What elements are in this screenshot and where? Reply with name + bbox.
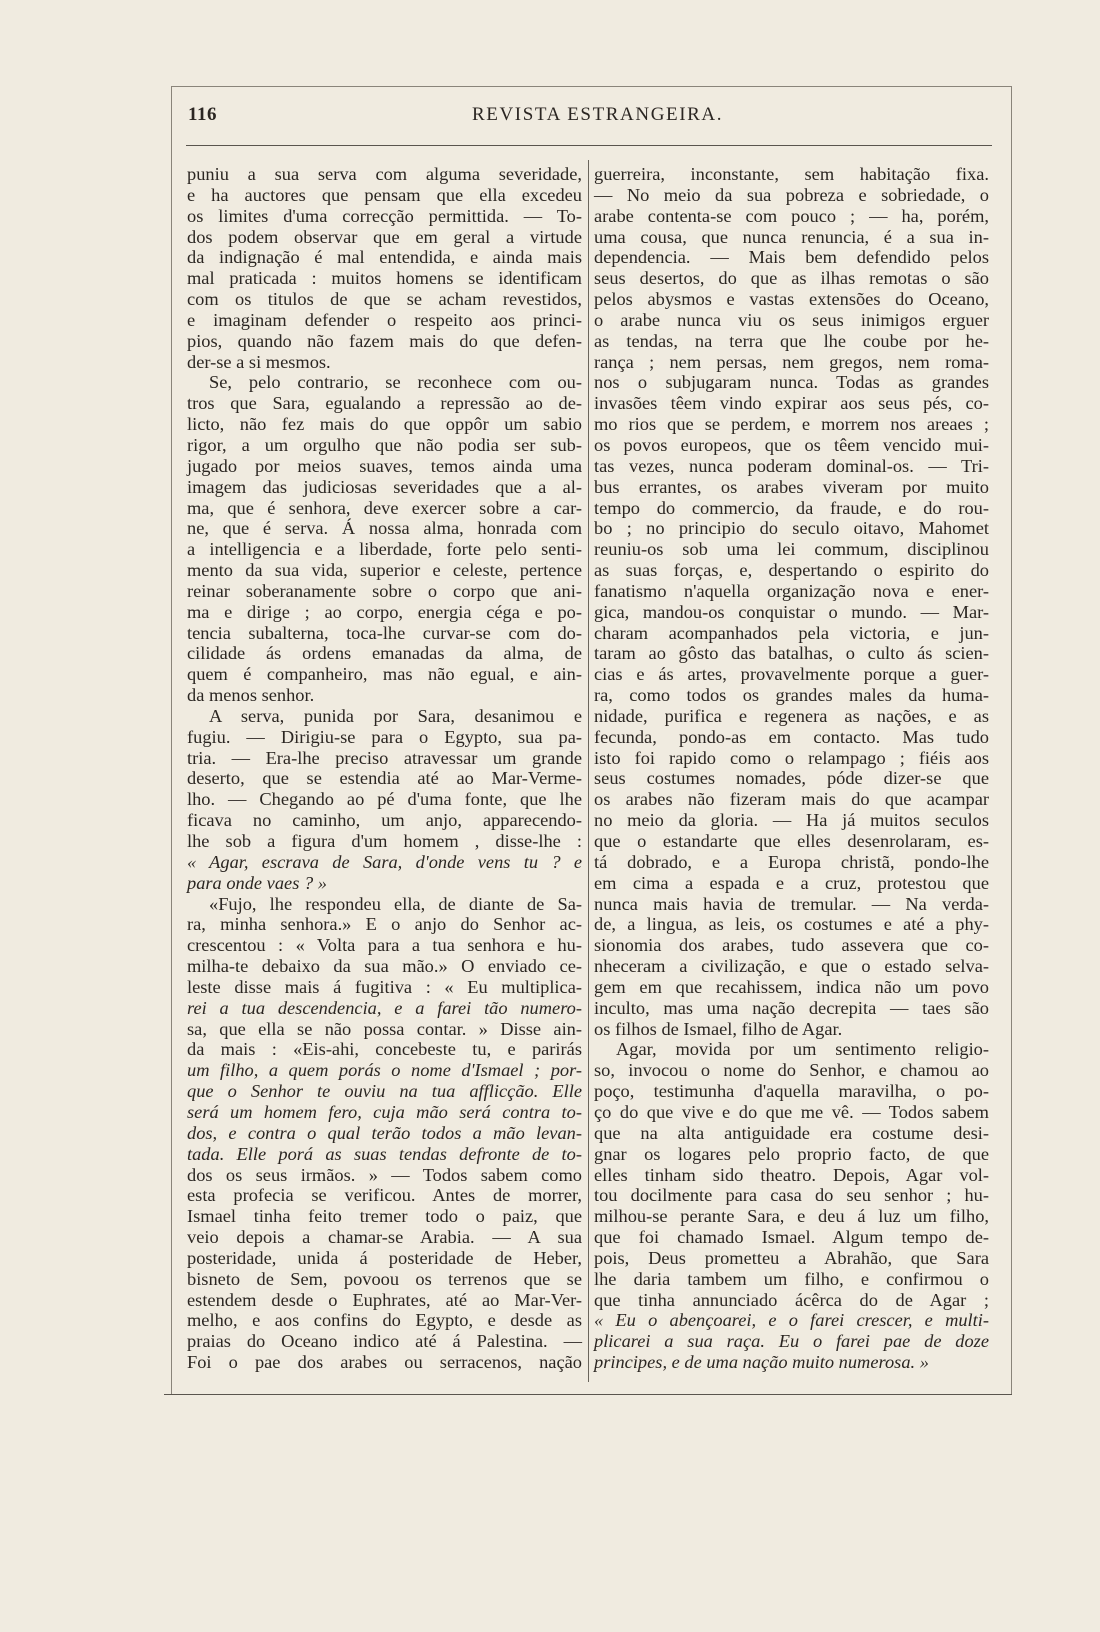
text-line: principes, e de uma nação muito numerosa. » <box>594 1352 929 1373</box>
header-rule <box>186 145 992 146</box>
text-line: que foi chamado Ismael. Algum tempo de- <box>594 1227 989 1248</box>
left-text-column <box>187 164 582 1373</box>
frame-bottom-border <box>164 1394 1012 1395</box>
text-line: os filhos de Ismael, filho de Agar. <box>594 1018 843 1039</box>
frame-top-border <box>172 86 1012 87</box>
frame-right-border <box>1011 86 1012 1394</box>
text-line: um filho, a quem porás o nome d'Ismael ; por- <box>187 1060 582 1081</box>
text-line: A serva, punida por Sara, desanimou e <box>209 705 582 726</box>
text-line: e imaginam defender o respeito aos princi- <box>187 309 582 330</box>
text-line: será um homem fero, cuja mão será contra to- <box>187 1101 582 1122</box>
text-line: jugado por meios suaves, temos ainda uma <box>187 455 582 476</box>
text-line: para onde vaes ? » <box>187 872 327 893</box>
text-line: quem é companheiro, mas não egual, e ain- <box>187 664 582 685</box>
text-line: nos o subjugaram nunca. Todas as grandes <box>594 372 989 393</box>
text-line: « Eu o abençoarei, e o farei crescer, e multi- <box>594 1310 989 1331</box>
text-line: praias do Oceano indico até á Palestina. — <box>187 1331 582 1352</box>
text-line: esta profecia se verificou. Antes de morrer, <box>187 1185 582 1206</box>
text-line: ficava no caminho, um anjo, apparecendo- <box>187 810 582 831</box>
text-line: bus errantes, os arabes viveram por muito <box>594 476 989 497</box>
text-line: tá dobrado, e a Europa christã, pondo-lhe <box>594 851 989 872</box>
text-line: os povos europeos, que os têem vencido mui- <box>594 434 989 455</box>
text-line: crescentou : « Volta para a tua senhora e hu- <box>187 935 582 956</box>
text-line: da menos senhor. <box>187 685 315 706</box>
text-line: de, a lingua, as leis, os costumes e até a phy- <box>594 914 989 935</box>
text-line: dos, e contra o qual terão todos a mão levan- <box>187 1122 582 1143</box>
text-line: fanatismo n'aquella organização nova e ener- <box>594 580 989 601</box>
text-line: da mais : «Eis-ahi, concebeste tu, e parirás <box>187 1039 582 1060</box>
text-line: dependencia. — Mais bem defendido pelos <box>594 247 989 268</box>
text-line: reinar soberanamente sobre o corpo que ani- <box>187 580 582 601</box>
text-line: charam acompanhados pela victoria, e jun- <box>594 622 989 643</box>
text-line: puniu a sua serva com alguma severidade, <box>187 164 582 184</box>
text-line: o arabe nunca viu os seus inimigos erguer <box>594 309 989 330</box>
text-line: que tinha annunciado ácêrca do de Agar ; <box>594 1289 989 1310</box>
text-line: dos podem observar que em geral a virtude <box>187 226 582 247</box>
text-line: milhou-se perante Sara, e deu á luz um filho, <box>594 1206 989 1227</box>
text-line: reuniu-os sob uma lei commum, disciplinou <box>594 539 989 560</box>
text-line: as tendas, na terra que lhe coube por he- <box>594 330 989 351</box>
text-line: dos os seus irmãos. » — Todos sabem como <box>187 1164 582 1185</box>
text-line: cilidade ás ordens emanadas da alma, de <box>187 643 582 664</box>
text-line: mo rios que se perdem, e morrem nos areaes ; <box>594 414 989 435</box>
text-line: gica, mandou-os conquistar o mundo. — Mar- <box>594 601 989 622</box>
text-line: gem em que recahissem, indica não um povo <box>594 976 989 997</box>
text-line: leste disse mais á fugitiva : « Eu multiplica- <box>187 976 582 997</box>
text-line: fecunda, pondo-as em contacto. Mas tudo <box>594 726 989 747</box>
text-line: der-se a si mesmos. <box>187 351 331 372</box>
text-line: tou docilmente para casa do seu senhor ; hu- <box>594 1185 989 1206</box>
text-line: elles tinham sido theatro. Depois, Agar vol- <box>594 1164 989 1185</box>
running-head <box>188 104 988 134</box>
text-line: rança ; nem persas, nem gregos, nem roma- <box>594 351 989 372</box>
text-line: ra, como todos os grandes males da huma- <box>594 685 989 706</box>
text-line: plicarei a sua raça. Eu o farei pae de doze <box>594 1331 989 1352</box>
text-line: da indignação é mal entendida, e ainda mais <box>187 247 582 268</box>
text-line: Se, pelo contrario, se reconhece com ou- <box>209 372 582 393</box>
text-line: invasões têem vindo expirar aos seus pés, co- <box>594 393 989 414</box>
text-line: seus desertos, do que as ilhas remotas o são <box>594 268 989 289</box>
text-line: poço, testimunha d'aquella maravilha, o po- <box>594 1081 989 1102</box>
journal-title: REVISTA ESTRANGEIRA. <box>472 104 724 125</box>
text-line: « Agar, escrava de Sara, d'onde vens tu ? e <box>187 851 582 872</box>
text-line: Foi o pae dos arabes ou serracenos, nação <box>187 1352 582 1373</box>
text-line: Ismael tinha feito tremer todo o paiz, que <box>187 1206 582 1227</box>
text-line: bisneto de Sem, povoou os terrenos que se <box>187 1268 582 1289</box>
text-line: os arabes não fizeram mais do que acampar <box>594 789 989 810</box>
text-line: sionomia dos arabes, tudo assevera que co- <box>594 935 989 956</box>
text-line: sa, que ella se não possa contar. » Disse ain- <box>187 1018 582 1039</box>
text-line: Agar, movida por um sentimento religio- <box>616 1039 989 1060</box>
text-line: taram ao gôsto das batalhas, o culto ás scien- <box>594 643 989 664</box>
text-line: lho. — Chegando ao pé d'uma fonte, que lhe <box>187 789 582 810</box>
right-text-column <box>594 164 989 1373</box>
text-line: rei a tua descendencia, e a farei tão numero- <box>187 997 582 1018</box>
text-line: bo ; no principio do seculo oitavo, Mahomet <box>594 518 989 539</box>
text-line: veio depois a chamar-se Arabia. — A sua <box>187 1227 582 1248</box>
text-line: tempo do commercio, da fraude, e do rou- <box>594 497 989 518</box>
text-line: mento da sua vida, superior e celeste, pertence <box>187 560 582 581</box>
text-line: uma cousa, que nunca renuncia, é a sua in- <box>594 226 989 247</box>
text-line: nunca mais havia de tremular. — Na verda- <box>594 893 989 914</box>
text-line: no meio da gloria. — Ha já muitos seculos <box>594 810 989 831</box>
text-line: tas vezes, nunca poderam dominal-os. — Tri- <box>594 455 989 476</box>
text-line: estendem desde o Euphrates, até ao Mar-Ver- <box>187 1289 582 1310</box>
text-line: ma e dirige ; ao corpo, energia céga e po- <box>187 601 582 622</box>
text-line: pios, quando não fazem mais do que defen- <box>187 330 582 351</box>
text-line: so, invocou o nome do Senhor, e chamou ao <box>594 1060 989 1081</box>
page-number: 116 <box>188 104 217 125</box>
text-line: tada. Elle porá as suas tendas defronte de to- <box>187 1143 582 1164</box>
text-line: lhe sob a figura d'um homem , disse-lhe : <box>187 831 582 851</box>
text-line: licto, não fez mais do que oppôr um sabio <box>187 414 582 435</box>
text-line: — No meio da sua pobreza e sobriedade, o <box>594 184 989 205</box>
text-line: milha-te debaixo da sua mão.» O enviado ce- <box>187 956 582 977</box>
text-line: arabe contenta-se com pouco ; — ha, porém, <box>594 205 989 226</box>
text-line: cias e ás artes, provavelmente porque a guer- <box>594 664 989 685</box>
text-line: pelos abysmos e vastas extensões do Oceano, <box>594 289 989 310</box>
text-line: que na alta antiguidade era costume desi- <box>594 1122 989 1143</box>
text-line: ma, que é senhora, deve exercer sobre a car- <box>187 497 582 518</box>
text-line: tros que Sara, egualando a repressão ao de- <box>187 393 582 414</box>
text-line: ço do que vive e do que me vê. — Todos sabem <box>594 1101 989 1122</box>
text-line: que o Senhor te ouviu na tua afflicção. Elle <box>187 1081 582 1102</box>
text-line: os limites d'uma correcção permittida. — To- <box>187 205 582 226</box>
text-line: fugiu. — Dirigiu-se para o Egypto, sua pa- <box>187 726 582 747</box>
text-line: ne, que é serva. Á nossa alma, honrada com <box>187 518 582 539</box>
text-line: nheceram a civilização, e que o estado selva- <box>594 956 989 977</box>
text-line: ra, minha senhora.» E o anjo do Senhor ac- <box>187 914 582 935</box>
text-line: a intelligencia e a liberdade, forte pelo senti- <box>187 539 582 560</box>
text-line: tencia subalterna, toca-lhe curvar-se com do- <box>187 622 582 643</box>
text-line: deserto, que se estendia até ao Mar-Verme- <box>187 768 582 789</box>
text-line: rigor, a um orgulho que não podia ser sub- <box>187 434 582 455</box>
frame-left-border <box>171 86 172 1394</box>
text-line: melho, e aos confins do Egypto, e desde as <box>187 1310 582 1331</box>
text-line: pois, Deus prometteu a Abrahão, que Sara <box>594 1247 989 1268</box>
text-line: mal praticada : muitos homens se identificam <box>187 268 582 289</box>
column-divider <box>588 160 589 1382</box>
text-line: isto foi rapido como o relampago ; fiéis aos <box>594 747 989 768</box>
text-line: gnar os logares pelo proprio facto, de que <box>594 1143 989 1164</box>
text-line: seus costumes nomades, póde dizer-se que <box>594 768 989 789</box>
text-line: lhe daria tambem um filho, e confirmou o <box>594 1268 989 1289</box>
text-line: e ha auctores que pensam que ella excedeu <box>187 184 582 205</box>
text-line: em cima a espada e a cruz, protestou que <box>594 872 989 893</box>
text-line: «Fujo, lhe respondeu ella, de diante de Sa- <box>209 893 582 914</box>
text-line: guerreira, inconstante, sem habitação fixa. <box>594 164 989 184</box>
text-line: que o estandarte que elles desenrolaram, es- <box>594 831 989 851</box>
text-line: tria. — Era-lhe preciso atravessar um grande <box>187 747 582 768</box>
text-line: com os titulos de que se acham revestidos, <box>187 289 582 310</box>
text-line: nidade, purifica e regenera as nações, e as <box>594 705 989 726</box>
text-line: imagem das judiciosas severidades que a al- <box>187 476 582 497</box>
text-line: inculto, mas uma nação decrepita — taes são <box>594 997 989 1018</box>
text-line: posteridade, unida á posteridade de Heber, <box>187 1247 582 1268</box>
text-line: as suas forças, e, despertando o espirito do <box>594 560 989 581</box>
